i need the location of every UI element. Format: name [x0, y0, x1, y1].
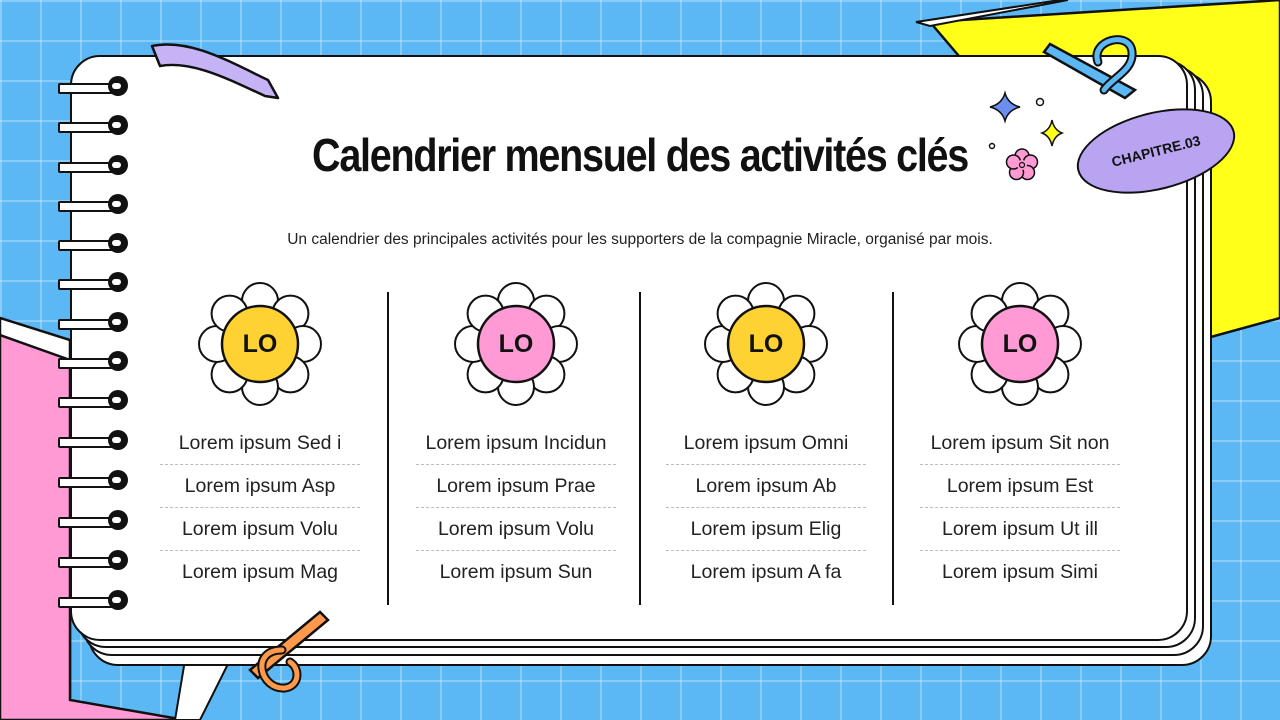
list-item: Lorem ipsum Sed i [160, 422, 360, 465]
column-divider [387, 292, 389, 605]
list-item: Lorem ipsum Sun [439, 561, 593, 583]
activity-list [910, 422, 1130, 593]
slide-title: Calendrier mensuel des activités clés [312, 129, 968, 181]
flower-label: LO [748, 330, 784, 358]
activity-list [150, 422, 370, 593]
flower-label: LO [242, 330, 278, 358]
list-item: Lorem ipsum Sit non [920, 422, 1120, 465]
list-item: Lorem ipsum Mag [181, 561, 339, 583]
flower-icon [454, 282, 578, 406]
list-item: Lorem ipsum Ab [666, 465, 866, 508]
ribbon-icon [152, 44, 278, 98]
chapter-badge [1075, 112, 1237, 190]
activity-list [406, 422, 626, 593]
list-item: Lorem ipsum Simi [941, 561, 1099, 583]
sparkle-icon [990, 93, 1063, 149]
list-item: Lorem ipsum A fa [690, 561, 842, 583]
list-item: Lorem ipsum Asp [160, 465, 360, 508]
activity-column [656, 282, 876, 593]
list-item: Lorem ipsum Prae [416, 465, 616, 508]
blue-ribbon-icon [1044, 40, 1135, 98]
column-divider [639, 292, 641, 605]
list-item: Lorem ipsum Elig [666, 508, 866, 551]
list-item: Lorem ipsum Incidun [416, 422, 616, 465]
activity-column [406, 282, 626, 593]
badge-label: CHAPITRE.03 [1109, 132, 1203, 170]
flower-icon [704, 282, 828, 406]
activity-list [656, 422, 876, 593]
flower-label: LO [1002, 330, 1038, 358]
flower-label: LO [498, 330, 534, 358]
orange-ribbon-icon [250, 612, 328, 688]
list-item: Lorem ipsum Omni [666, 422, 866, 465]
list-item: Lorem ipsum Est [920, 465, 1120, 508]
slide-subtitle: Un calendrier des principales activités pour les supporters de la compagnie Miracle, organisé par mois. [287, 231, 993, 248]
list-item: Lorem ipsum Ut ill [920, 508, 1120, 551]
flower-icon [198, 282, 322, 406]
flower-icon [958, 282, 1082, 406]
list-item: Lorem ipsum Volu [416, 508, 616, 551]
list-item: Lorem ipsum Volu [160, 508, 360, 551]
activity-column [150, 282, 370, 593]
activity-column [910, 282, 1130, 593]
column-divider [892, 292, 894, 605]
flower-doodle-icon [1007, 149, 1038, 180]
